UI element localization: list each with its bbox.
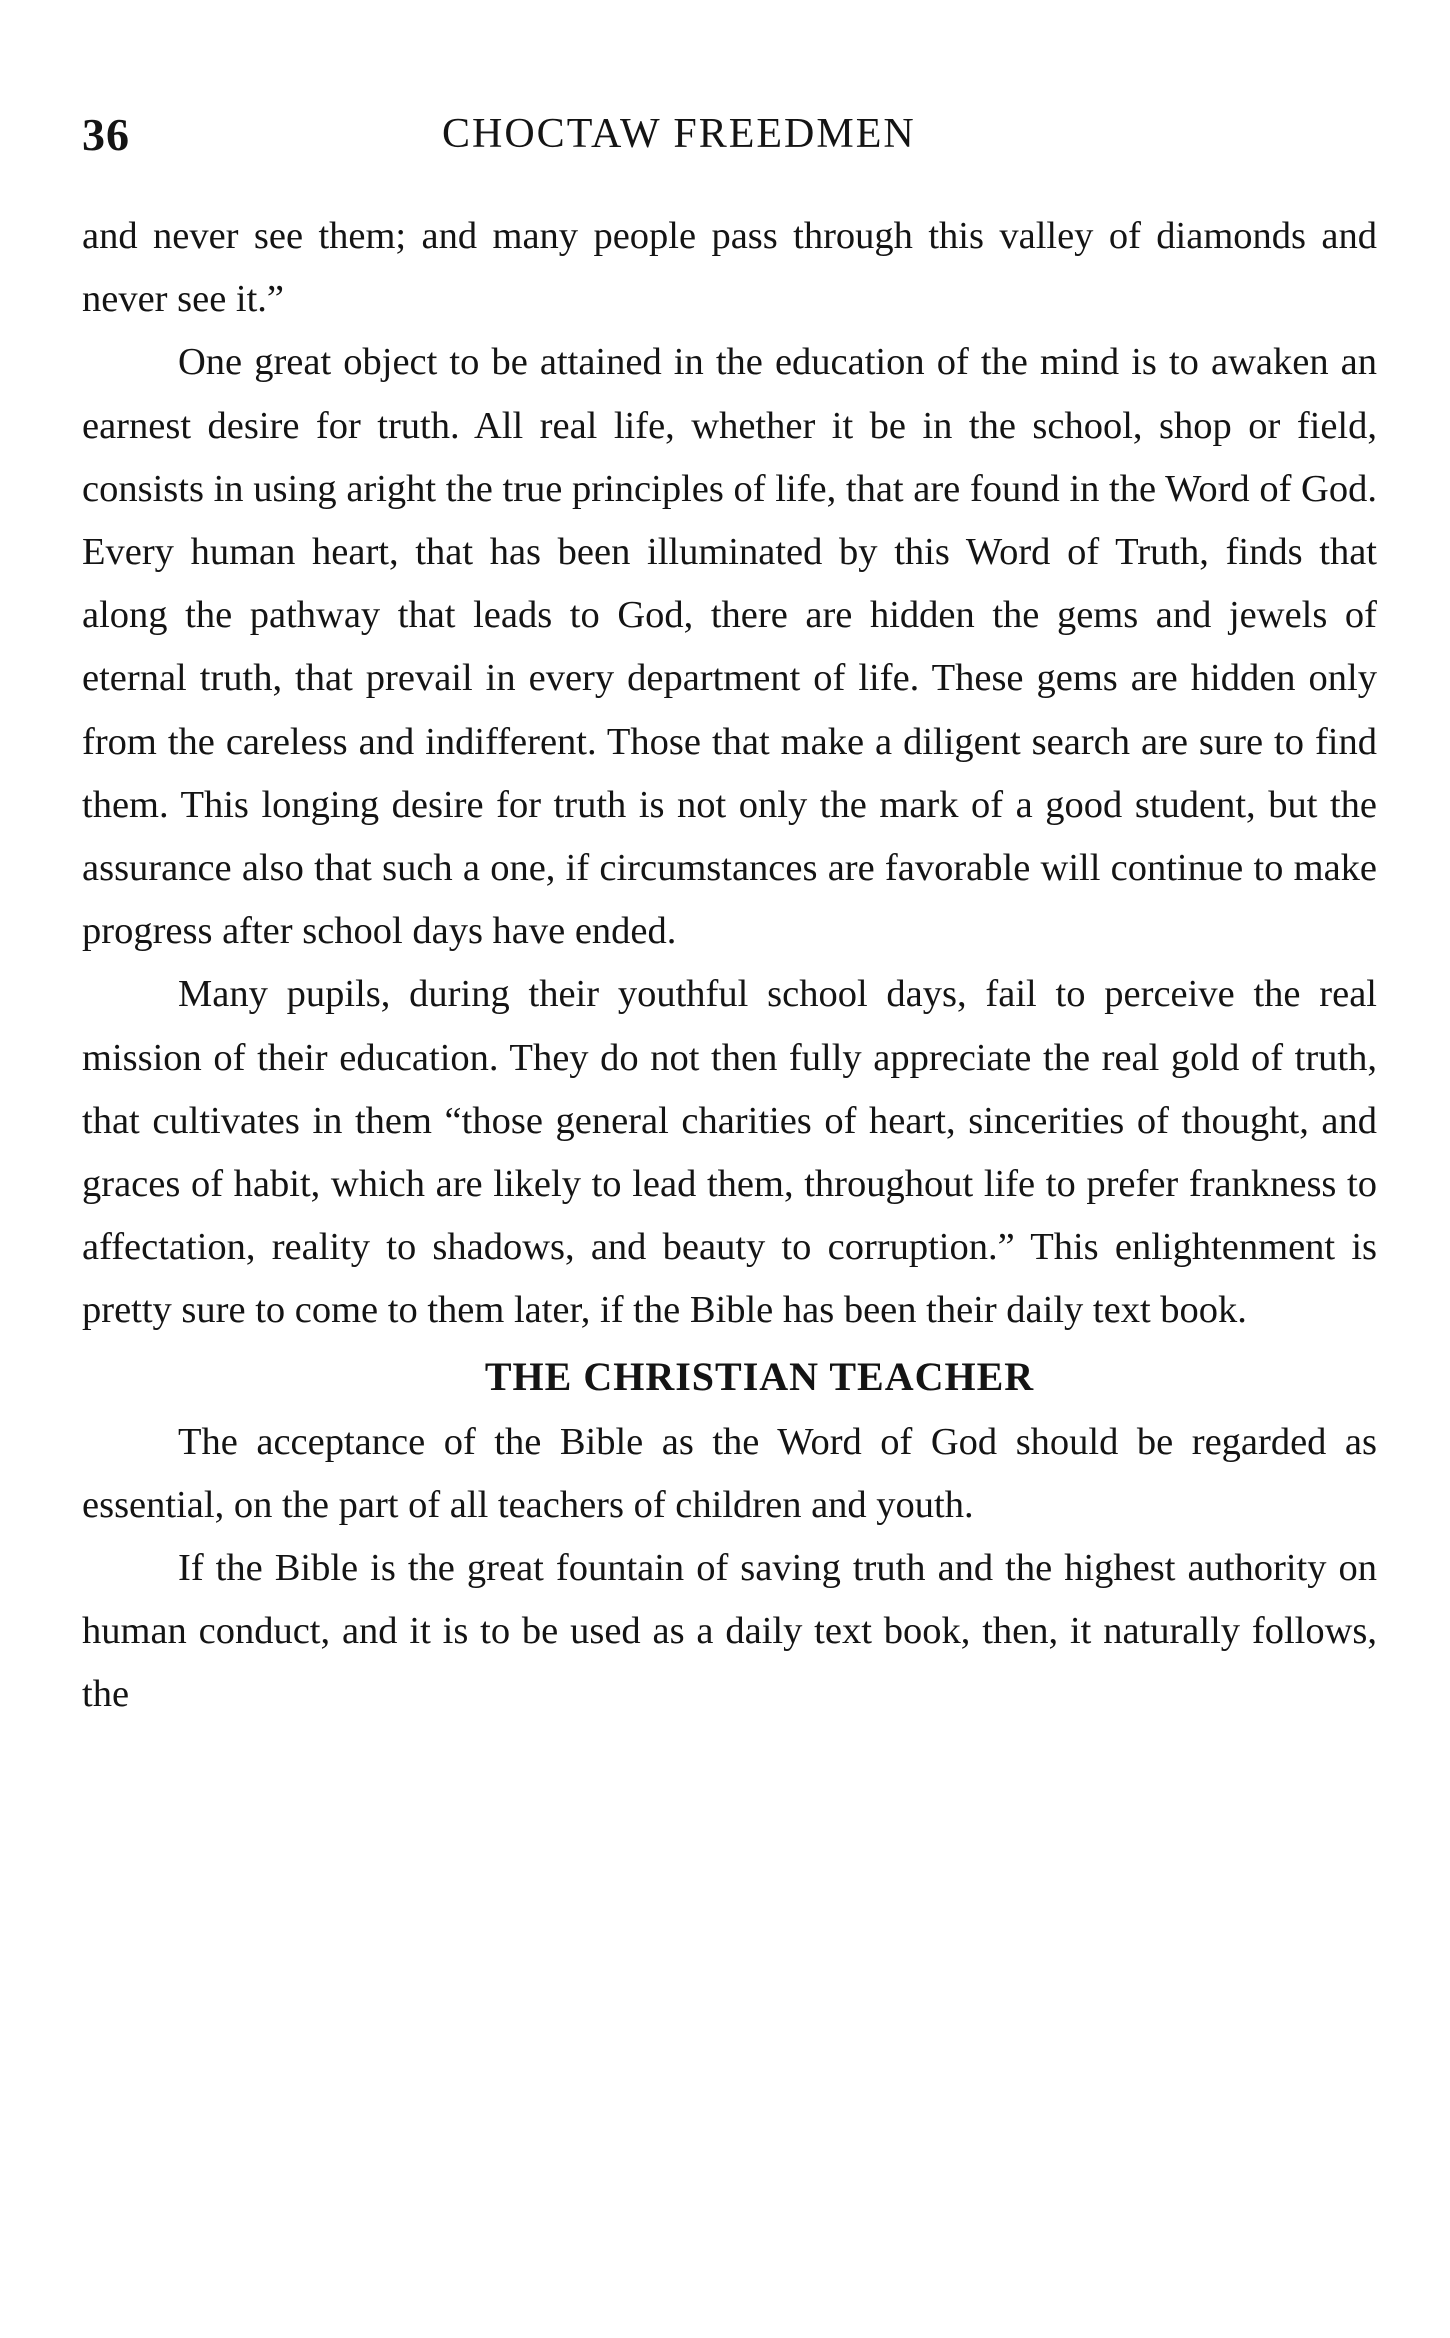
paragraph-desire-for-truth: One great object to be attained in the education of the mind is to awaken an earnest desire for truth. All real life, whether it be in the school, shop or field, consists in using aright the true principles of life, that are found in the Word of God. Every human heart, that has been illuminated by this Word of Truth, finds that along the pathway that leads to God, there are hidden the gems and jewels of eternal truth, that prevail in every department of life. These gems are hidden only from the careless and indifferent. Those that make a diligent search are sure to find them. This longing desire for truth is not only the mark of a good student, but the assurance also that such a one, if circumstances are favorable will continue to make progress after school days have ended.	[82, 341, 1377, 953]
paragraph-continued: and never see them; and many people pass through this valley of diamonds and never see it.”	[82, 215, 1377, 321]
paragraph-bible-acceptance: The acceptance of the Bible as the Word of God should be regarded as essential, on the part of all teachers of children and youth.	[82, 1420, 1377, 1526]
page-number: 36	[82, 109, 130, 160]
body-text	[82, 205, 1377, 1727]
page-header	[82, 108, 1382, 168]
paragraph-mission-of-education: Many pupils, during their youthful school days, fail to perceive the real mission of their education. They do not then fully appreciate the real gold of truth, that cultivates in them “those general charities of heart, sincerities of thought, and graces of habit, which are likely to lead them, throughout life to prefer frankness to affectation, reality to shadows, and beauty to corruption.” This enlightenment is pretty sure to come to them later, if the Bible has been their daily text book.	[82, 973, 1377, 1332]
paragraph-bible-fountain: If the Bible is the great fountain of saving truth and the highest authority on human conduct, and it is to be used as a daily text book, then, it naturally follows, the	[82, 1547, 1377, 1716]
section-heading: THE CHRISTIAN TEACHER	[484, 1353, 1035, 1399]
running-head: CHOCTAW FREEDMEN	[442, 111, 916, 157]
